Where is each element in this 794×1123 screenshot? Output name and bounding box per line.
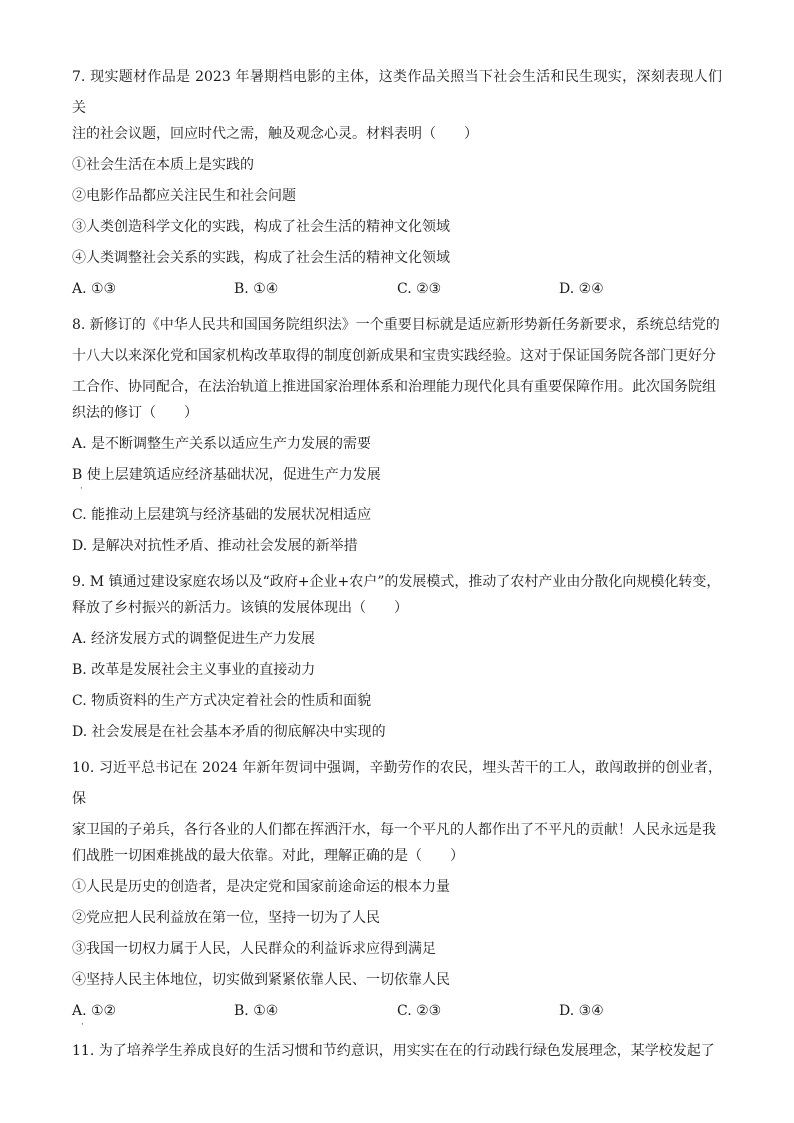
q10-stem-line-1: 10. 习近平总书记在 2024 年新年贺词中强调，辛勤劳作的农民，埋头苦干的工人，敢闯敢拼的创业者，保: [72, 760, 722, 807]
q8-option-d[interactable]: D. 是解决对抗性矛盾、推动社会发展的新举措: [72, 538, 358, 554]
q10-option-d[interactable]: D. ③④: [559, 1003, 604, 1019]
q8-option-b-text: B 使上层建筑适应经济基础状况，促进生产力发展: [72, 467, 381, 483]
stray-dot-mark: ·: [80, 484, 83, 494]
q7-option-a[interactable]: A. ①③: [72, 281, 117, 297]
q7-stem-line-2: 注的社会议题，回应时代之需，触及观念心灵。材料表明（ ）: [72, 126, 478, 142]
question-8: [72, 310, 722, 556]
q9-option-d[interactable]: D. 社会发展是在社会基本矛盾的彻底解决中实现的: [72, 724, 386, 740]
question-10: [72, 753, 722, 1041]
q7-item-2: ②电影作品都应关注民生和社会问题: [72, 188, 296, 204]
q10-option-a[interactable]: A. ①②: [72, 1003, 117, 1019]
q10-option-c[interactable]: C. ②③: [397, 1003, 442, 1019]
exam-page: [72, 62, 722, 1072]
q9-option-a[interactable]: A. 经济发展方式的调整促进生产力发展: [72, 631, 316, 647]
question-9: [72, 567, 722, 742]
q7-item-1: ①社会生活在本质上是实践的: [72, 157, 254, 173]
question-11: [72, 1041, 722, 1061]
stray-dot-mark: ·: [81, 1020, 84, 1030]
q7-option-b[interactable]: B. ①④: [234, 281, 279, 297]
q10-item-1: ①人民是历史的创造者，是决定党和国家前途命运的根本力量: [72, 879, 450, 895]
q8-option-b[interactable]: [72, 465, 722, 494]
q8-stem-line-2: 十八大以来深化党和国家机构改革取得的制度创新成果和宝贵实践经验。这对于保证国务院各部门更好分: [72, 348, 716, 364]
q9-option-c[interactable]: C. 物质资料的生产方式决定着社会的性质和面貌: [72, 693, 372, 709]
q10-option-b[interactable]: B. ①④: [234, 1003, 279, 1019]
q10-item-4: ④坚持人民主体地位，切实做到紧紧依靠人民、一切依靠人民: [72, 972, 450, 988]
q8-option-c[interactable]: C. 能推动上层建筑与经济基础的发展状况相适应: [72, 507, 372, 523]
q11-stem-line-1: 11. 为了培养学生养成良好的生活习惯和节约意识，用实实在在的行动践行绿色发展理念，某学校发起了: [72, 1043, 715, 1059]
q9-stem-line-2: 释放了乡村振兴的新活力。该镇的发展体现出（ ）: [72, 600, 408, 616]
q7-item-4: ④人类调整社会关系的实践，构成了社会生活的精神文化领域: [72, 250, 450, 266]
q8-stem-line-1: 8. 新修订的《中华人民共和国国务院组织法》一个重要目标就是适应新形势新任务新要求，系统总结党的: [72, 317, 720, 333]
question-7: [72, 62, 722, 299]
q10-stem-line-3: 们战胜一切困难挑战的最大依靠。对此，理解正确的是（ ）: [72, 848, 464, 864]
q9-stem-line-1: 9. M 镇通过建设家庭农场以及“政府+企业+农户”的发展模式，推动了农村产业由分散化向规模化转变，: [72, 574, 721, 590]
q8-stem-line-3: 工合作、协同配合，在法治轨道上推进国家治理体系和治理能力现代化具有重要保障作用。此次国务院组: [72, 379, 716, 395]
q8-stem-line-4: 织法的修订（ ）: [72, 405, 198, 421]
q7-options: [72, 279, 722, 299]
q7-option-d[interactable]: D. ②④: [559, 281, 604, 297]
q7-item-3: ③人类创造科学文化的实践，构成了社会生活的精神文化领域: [72, 219, 450, 235]
q7-option-c[interactable]: C. ②③: [397, 281, 442, 297]
q10-options: [72, 1001, 722, 1030]
q9-option-b[interactable]: B. 改革是发展社会主义事业的直接动力: [72, 662, 316, 678]
q10-item-3: ③我国一切权力属于人民，人民群众的利益诉求应得到满足: [72, 941, 436, 957]
q7-stem-line-1: 7. 现实题材作品是 2023 年暑期档电影的主体，这类作品关照当下社会生活和民生现实，深刻表现人们关: [72, 69, 722, 116]
q10-stem-line-2: 家卫国的子弟兵，各行各业的人们都在挥洒汗水，每一个平凡的人都作出了不平凡的贡献！人民永远是我: [72, 822, 716, 838]
q8-option-a[interactable]: A. 是不断调整生产关系以适应生产力发展的需要: [72, 436, 372, 452]
q10-item-2: ②党应把人民利益放在第一位，坚持一切为了人民: [72, 910, 380, 926]
